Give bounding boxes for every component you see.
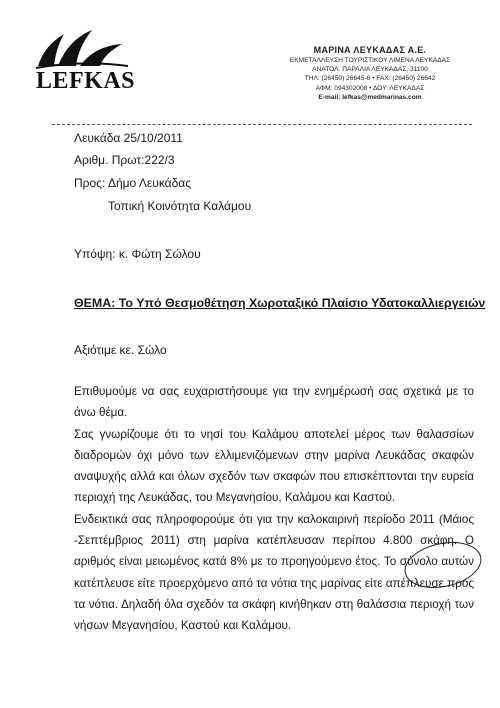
paragraph: Ενδεικτικά σας πληροφορούμε ότι για την καλοκαιρινή περίοδο 2011 (Μάιος -Σεπτέμβριος 2011) στη μαρίνα κατέπλευσαν περίπου 4.800 σκάφη. Ο αριθμός είναι μειωμένος κατά 8% με το προηγούμενο έτος. Το σύνολο αυτών κατέπλευσε είτε προερχόμενο από τα νότια της μαρίνας είτε απέπλευσε προς τα νότια. Δηλαδή όλα σχεδόν τα σκάφη κινήθηκαν στη θαλάσσια περιοχή των νήσων Μεγανησίου, Καστού και Καλάμου. (74, 512, 474, 633)
paragraph: Επιθυμούμε να σας ευχαριστήσουμε για την ενημέρωσή σας σχετικά με το άνω θέμα. (74, 385, 474, 420)
attention-line: Υπόψη: κ. Φώτη Σώλου (74, 247, 201, 261)
company-name: ΜΑΡΙΝΑ ΛΕΥΚΑΔΑΣ Α.Ε. (313, 45, 427, 55)
salutation: Αξιότιμε κε. Σώλο (74, 343, 167, 357)
company-line: ΤΗΛ: (26450) 26645-6 • FAX: (26450) 26642 (304, 75, 436, 83)
logo-wordmark: LEFKAS (36, 68, 136, 94)
recipient: Προς: Δήμο Λευκάδας (74, 176, 192, 190)
body-text (74, 381, 474, 637)
subject-text: Το Υπό Θεσμοθέτηση Χωροταξικό Πλαίσιο Υδατοκαλλιεργειών (115, 296, 486, 310)
company-info (270, 44, 470, 102)
protocol-number: Αριθμ. Πρωτ:222/3 (74, 153, 175, 167)
place-date: Λευκάδα 25/10/2011 (74, 131, 183, 145)
subject-label: ΘΕΜΑ: (74, 296, 116, 310)
paragraph: Σας γνωρίζουμε ότι το νησί του Καλάμου αποτελεί μέρος των θαλασσίων διαδρομών όχι μόνο των ελλιμενιζόμενων στην μαρίνα Λευκάδας σκαφών αναψυχής αλλά και όλων σχεδόν των σκαφών που επισκέπτονται την ευρεία περιοχή της Λευκάδας, του Μεγανησίου, Καλάμου και Καστού. (74, 427, 474, 505)
header-divider (52, 124, 472, 125)
company-line: ΑΦΜ: 094302008 • ΔΟΥ: ΛΕΥΚΑΔΑΣ (315, 84, 425, 92)
recipient-sub: Τοπική Κοινότητα Καλάμου (108, 199, 252, 213)
sail-boat-icon (34, 26, 130, 72)
subject-line (74, 296, 485, 310)
company-line: ΕΚΜΕΤΑΛΛΕΥΣΗ ΤΟΥΡΙΣΤΙΚΟΥ ΛΙΜΕΝΑ ΛΕΥΚΑΔΑΣ (289, 57, 451, 64)
company-email: E-mail: lefkas@medmarinas.com (318, 93, 422, 101)
company-line: ΑΝΑΤΟΛ. ΠΑΡΑΛΙΑ ΛΕΥΚΑΔΑΣ, 31100 (312, 66, 428, 74)
